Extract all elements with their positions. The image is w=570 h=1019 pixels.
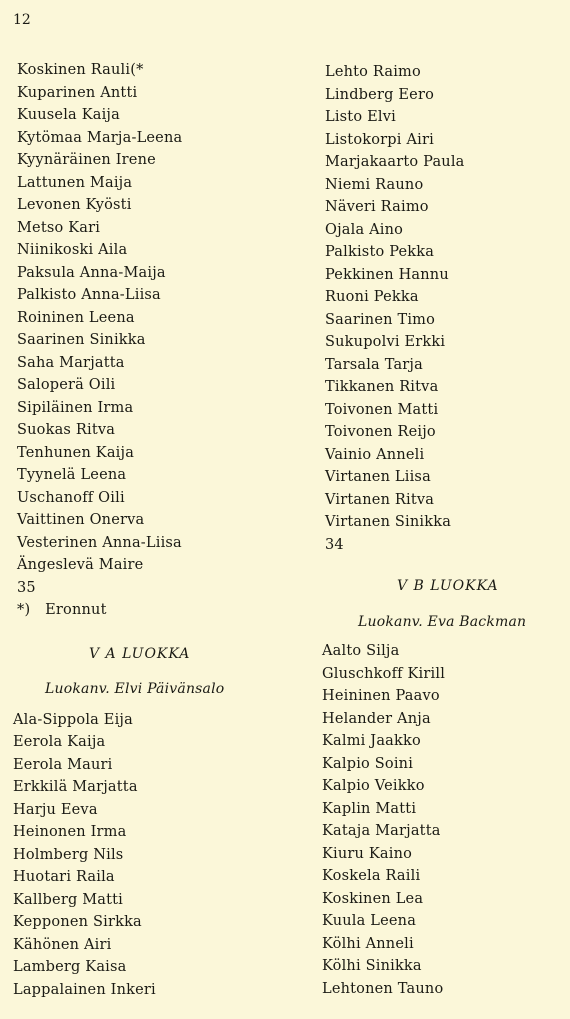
name-entry: Tenhunen Kaija: [17, 444, 135, 461]
name-entry: Eerola Mauri: [13, 756, 113, 773]
name-entry: Kölhi Anneli: [322, 935, 414, 952]
name-entry: Kyynäräinen Irene: [17, 152, 156, 168]
name-entry: Koskinen Rauli(*: [17, 62, 144, 78]
name-entry: Kuula Leena: [322, 913, 417, 929]
teacher-va: Luokanv. Elvi Päivänsalo: [45, 681, 225, 697]
name-entry: Helander Anja: [322, 710, 431, 727]
name-entry: Virtanen Ritva: [325, 491, 435, 508]
name-entry: Kuparinen Antti: [17, 84, 138, 101]
name-entry: Palkisto Anna-Liisa: [17, 287, 161, 303]
footnote: [17, 599, 297, 622]
left-names-bottom: [13, 709, 297, 1002]
name-entry: Listokorpi Airi: [325, 131, 434, 148]
name-entry: Aalto Silja: [322, 643, 400, 659]
footnote-mark: *): [17, 602, 31, 618]
name-entry: Niemi Rauno: [325, 176, 424, 193]
name-entry: Lehtonen Tauno: [322, 980, 444, 997]
name-entry: Marjakaarto Paula: [325, 154, 465, 170]
name-entry: Vaittinen Onerva: [17, 512, 145, 528]
name-entry: Heininen Paavo: [322, 688, 440, 704]
name-entry: Uschanoff Oili: [17, 489, 125, 506]
name-entry: Saloperä Oili: [17, 377, 116, 393]
name-entry: Ala-Sippola Eija: [13, 711, 133, 728]
name-entry: Kallberg Matti: [13, 891, 124, 908]
name-entry: Toivonen Reijo: [325, 424, 436, 440]
name-entry: Kölhi Sinikka: [322, 958, 422, 974]
name-entry: Kuusela Kaija: [17, 107, 120, 123]
name-entry: Niinikoski Aila: [17, 242, 128, 258]
name-entry: Kytömaa Marja-Leena: [17, 129, 183, 146]
right-names-bottom: [322, 640, 565, 1000]
name-entry: Sukupolvi Erkki: [325, 334, 446, 350]
name-entry: Lappalainen Inkeri: [13, 981, 156, 998]
teacher-vb: Luokanv. Eva Backman: [358, 613, 527, 630]
name-entry: Virtanen Liisa: [325, 469, 431, 485]
name-entry: Tikkanen Ritva: [325, 379, 439, 395]
page-number: 12: [13, 12, 31, 28]
name-entry: Lindberg Eero: [325, 86, 434, 103]
name-entry: Heinonen Irma: [13, 824, 127, 840]
class-heading-vb: V B LUOKKA: [397, 578, 499, 594]
name-entry: Harju Eeva: [13, 801, 98, 818]
name-entry: Huotari Raila: [13, 869, 115, 885]
name-entry: Saarinen Timo: [325, 311, 436, 328]
name-entry: Pekkinen Hannu: [325, 266, 449, 283]
name-entry: Kepponen Sirkka: [13, 914, 142, 930]
name-entry: Kaplin Matti: [322, 800, 417, 817]
name-entry: Kalpio Soini: [322, 755, 414, 772]
right-class-count: 34: [325, 536, 344, 553]
name-entry: Holmberg Nils: [13, 846, 124, 863]
name-entry: Toivonen Matti: [325, 401, 439, 418]
name-entry: Eerola Kaija: [13, 734, 106, 750]
name-entry: Kataja Marjatta: [322, 823, 441, 839]
name-entry: Koskela Raili: [322, 868, 421, 884]
right-names-top: [325, 61, 565, 534]
name-entry: Lattunen Maija: [17, 174, 133, 191]
name-entry: Lamberg Kaisa: [13, 959, 127, 975]
name-entry: Kiuru Kaino: [322, 845, 413, 862]
name-entry: Tyynelä Leena: [17, 467, 127, 483]
name-entry: Vainio Anneli: [325, 446, 425, 463]
name-entry: Saarinen Sinikka: [17, 332, 146, 348]
name-entry: Levonen Kyösti: [17, 197, 132, 213]
name-entry: Näveri Raimo: [325, 199, 429, 215]
name-entry: Lehto Raimo: [325, 64, 421, 80]
name-entry: Kalmi Jaakko: [322, 733, 421, 749]
name-entry: Palkisto Pekka: [325, 244, 435, 260]
right-column: [322, 61, 565, 1000]
name-entry: Virtanen Sinikka: [325, 514, 452, 530]
name-entry: Listo Elvi: [325, 109, 396, 125]
name-entry: Paksula Anna-Maija: [17, 264, 166, 281]
name-entry: Koskinen Lea: [322, 890, 424, 907]
name-entry: Ruoni Pekka: [325, 289, 419, 305]
name-entry: Roininen Leena: [17, 309, 135, 326]
name-entry: Tarsala Tarja: [325, 356, 423, 373]
name-entry: Kalpio Veikko: [322, 778, 425, 794]
left-column: [13, 59, 297, 1001]
left-names-top: [17, 59, 297, 577]
name-entry: Vesterinen Anna-Liisa: [17, 534, 182, 551]
class-heading-va: V A LUOKKA: [89, 645, 191, 662]
name-entry: Kähönen Airi: [13, 936, 112, 953]
name-entry: Erkkilä Marjatta: [13, 779, 138, 795]
name-entry: Ojala Aino: [325, 221, 404, 238]
name-entry: Saha Marjatta: [17, 354, 125, 371]
name-entry: Gluschkoff Kirill: [322, 665, 446, 682]
name-entry: Metso Kari: [17, 219, 101, 236]
name-entry: Ängeslevä Maire: [17, 557, 144, 573]
left-class-count: 35: [17, 579, 36, 596]
name-entry: Sipiläinen Irma: [17, 399, 134, 416]
footnote-text: Eronnut: [45, 602, 107, 618]
name-entry: Suokas Ritva: [17, 422, 116, 438]
